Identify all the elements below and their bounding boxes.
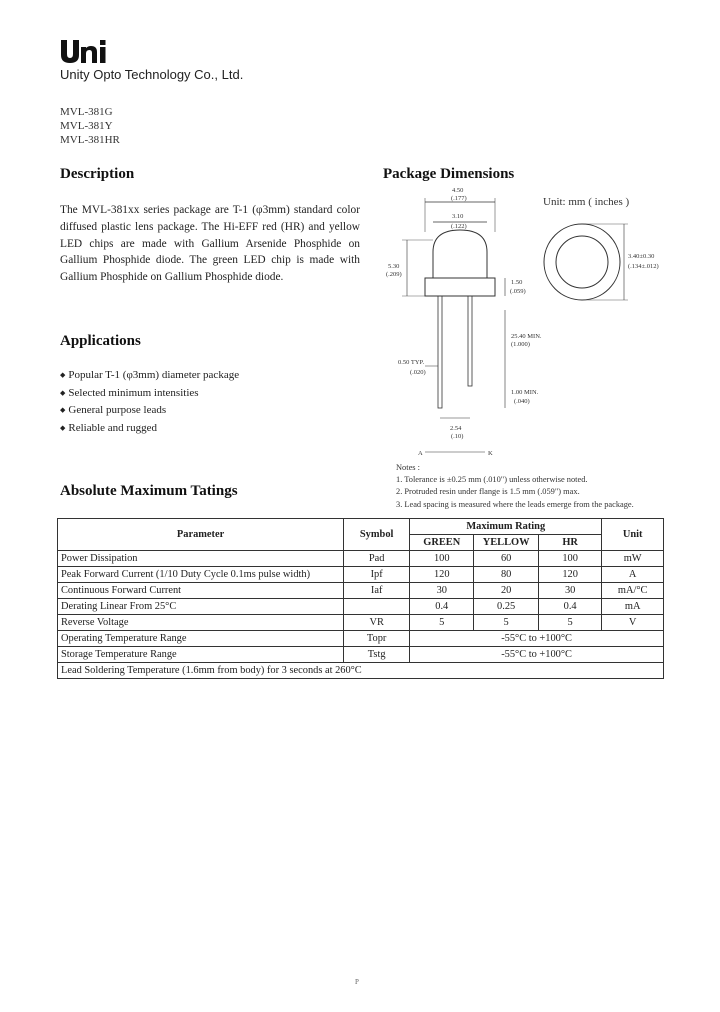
- header-green: GREEN: [410, 535, 474, 551]
- table-row: [58, 631, 664, 647]
- table-row: [58, 615, 664, 631]
- param-cell: Continuous Forward Current: [58, 583, 344, 599]
- list-item: ◆ Selected minimum intensities: [60, 385, 239, 403]
- dim-text: 1.50: [511, 279, 523, 286]
- dim-text: (.134±.012): [628, 263, 659, 270]
- value-cell: -55°C to +100°C: [410, 647, 664, 663]
- param-cell: Peak Forward Current (1/10 Duty Cycle 0.1ms pulse width): [58, 567, 344, 583]
- dim-text: 3.40±0.30: [628, 253, 655, 260]
- note: 3. Lead spacing is measured where the leads emerge from the package.: [396, 499, 634, 509]
- dim-text: 4.50: [452, 187, 464, 194]
- symbol-cell: Pad: [344, 551, 410, 567]
- part-number: MVL-381G: [60, 106, 113, 118]
- dim-text: (.209): [386, 271, 402, 278]
- value-cell: 0.4: [410, 599, 474, 615]
- list-item: ◆ Popular T-1 (φ3mm) diameter package: [60, 367, 239, 385]
- value-cell: 5: [474, 615, 539, 631]
- value-cell: 100: [410, 551, 474, 567]
- ratings-table: [57, 518, 664, 679]
- param-cell: Reverse Voltage: [58, 615, 344, 631]
- unit-cell: V: [602, 615, 664, 631]
- dim-text: (.177): [451, 195, 467, 202]
- applications-list: [60, 367, 239, 437]
- part-number: MVL-381HR: [60, 134, 120, 146]
- dim-text: (1.000): [511, 341, 530, 348]
- symbol-cell: [344, 599, 410, 615]
- dim-text: (.059): [510, 288, 526, 295]
- symbol-cell: VR: [344, 615, 410, 631]
- applications-heading: Applications: [60, 333, 141, 349]
- value-cell: 120: [410, 567, 474, 583]
- unit-cell: mW: [602, 551, 664, 567]
- anode-label: A: [418, 450, 423, 457]
- header-symbol: Symbol: [344, 519, 410, 551]
- value-cell: 0.4: [538, 599, 601, 615]
- header-hr: HR: [538, 535, 601, 551]
- value-cell: 5: [410, 615, 474, 631]
- company-name: Unity Opto Technology Co., Ltd.: [60, 67, 244, 82]
- dim-text: (.122): [451, 223, 467, 230]
- dim-text: 5.30: [388, 263, 400, 270]
- table-row: [58, 567, 664, 583]
- value-cell: 60: [474, 551, 539, 567]
- uni-logo: [60, 38, 112, 64]
- package-drawing: [380, 180, 680, 460]
- table-row: [58, 647, 664, 663]
- value-cell: 120: [538, 567, 601, 583]
- note: 2. Protruded resin under flange is 1.5 mm (.059") max.: [396, 487, 580, 497]
- param-cell: Power Dissipation: [58, 551, 344, 567]
- dim-text: 0.50 TYP.: [398, 359, 425, 366]
- param-cell: Derating Linear From 25°C: [58, 599, 344, 615]
- list-item: ◆ Reliable and rugged: [60, 420, 239, 438]
- header-unit: Unit: [602, 519, 664, 551]
- value-cell: 100: [538, 551, 601, 567]
- table-row: [58, 599, 664, 615]
- unit-cell: A: [602, 567, 664, 583]
- dim-text: 2.54: [450, 425, 462, 432]
- unit-cell: mA/°C: [602, 583, 664, 599]
- symbol-cell: Tstg: [344, 647, 410, 663]
- ratings-heading: Absolute Maximum Tatings: [60, 483, 238, 499]
- value-cell: 5: [538, 615, 601, 631]
- dim-text: 1.00 MIN.: [511, 389, 539, 396]
- package-notes: [396, 462, 634, 511]
- value-cell: 20: [474, 583, 539, 599]
- header-parameter: Parameter: [58, 519, 344, 551]
- value-cell: -55°C to +100°C: [410, 631, 664, 647]
- dim-text: (.10): [451, 433, 464, 440]
- dim-text: (.040): [514, 398, 530, 405]
- description-text: The MVL-381xx series package are T-1 (φ3mm) standard color diffused plastic lens package. The Hi-EFF red (HR) and yellow LED chips are made with Gallium Arsenide Phosphide on Gallium Phosphide diode. The green LED chip is made with Gallium Phosphide on Gallium Phosphide diode.: [60, 204, 360, 284]
- header-yellow: YELLOW: [474, 535, 539, 551]
- unit-cell: mA: [602, 599, 664, 615]
- part-number: MVL-381Y: [60, 120, 113, 132]
- symbol-cell: Ipf: [344, 567, 410, 583]
- unit-label: Unit: mm ( inches ): [543, 196, 630, 208]
- page-number: P: [355, 978, 359, 986]
- symbol-cell: Topr: [344, 631, 410, 647]
- symbol-cell: Iaf: [344, 583, 410, 599]
- description-heading: Description: [60, 166, 135, 182]
- solder-cell: Lead Soldering Temperature (1.6mm from body) for 3 seconds at 260°C: [58, 663, 664, 679]
- part-numbers: [60, 105, 120, 147]
- dim-text: 25.40 MIN.: [511, 333, 542, 340]
- dim-text: (.020): [410, 369, 426, 376]
- list-item: ◆ General purpose leads: [60, 402, 239, 420]
- param-cell: Operating Temperature Range: [58, 631, 344, 647]
- dim-text: 3.10: [452, 213, 464, 220]
- param-cell: Storage Temperature Range: [58, 647, 344, 663]
- note: 1. Tolerance is ±0.25 mm (.010") unless otherwise noted.: [396, 475, 588, 485]
- header-max-rating: Maximum Rating: [410, 519, 602, 535]
- table-row: [58, 663, 664, 679]
- value-cell: 0.25: [474, 599, 539, 615]
- package-heading: Package Dimensions: [383, 166, 515, 182]
- table-row: [58, 551, 664, 567]
- notes-title: Notes :: [396, 463, 420, 472]
- value-cell: 80: [474, 567, 539, 583]
- value-cell: 30: [538, 583, 601, 599]
- table-header-row: [58, 519, 664, 535]
- value-cell: 30: [410, 583, 474, 599]
- table-row: [58, 583, 664, 599]
- cathode-label: K: [488, 450, 493, 457]
